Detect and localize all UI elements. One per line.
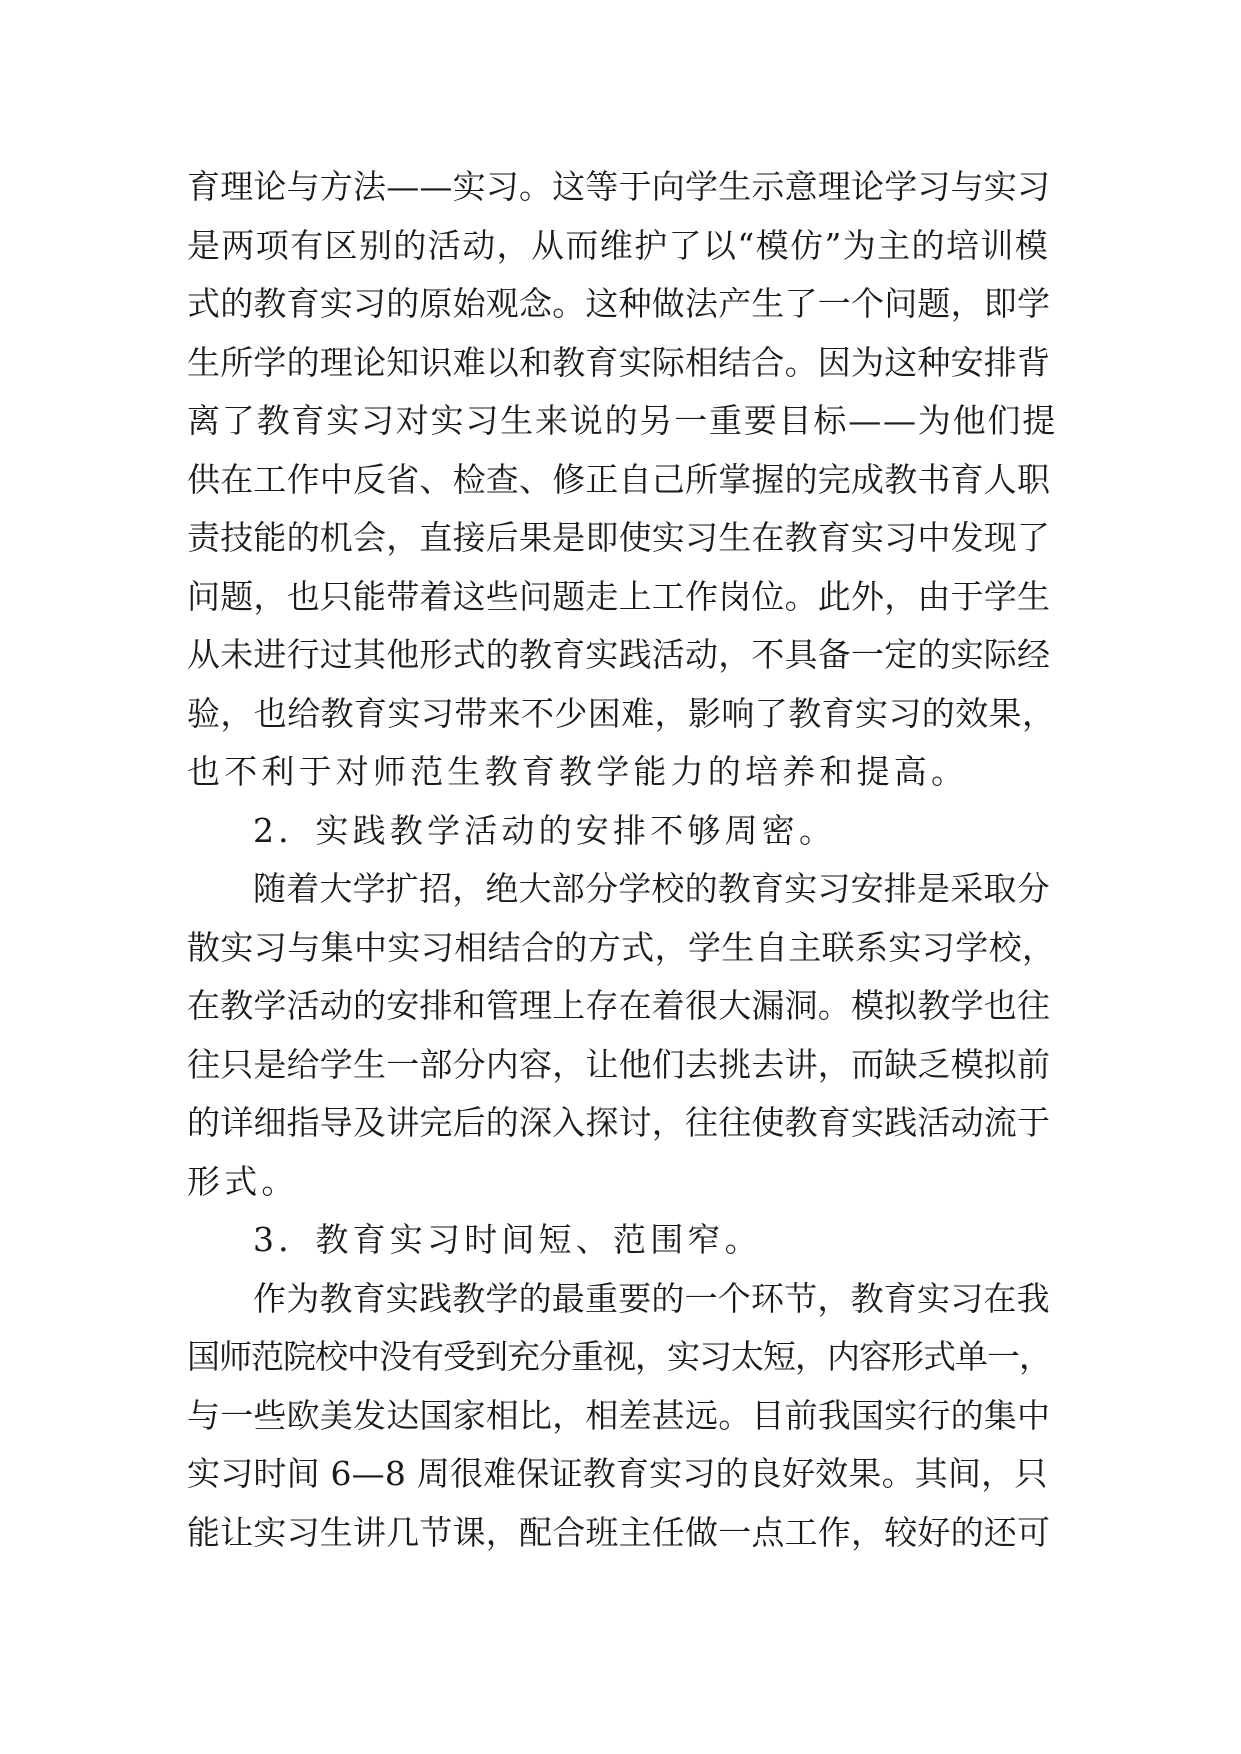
text-line: 也不利于对师范生教育教学能力的培养和提高。	[187, 752, 969, 791]
text-line: 问题，也只能带着这些问题走上工作岗位。此外，由于学生	[187, 576, 1051, 616]
text-line: 的详细指导及讲完后的深入探讨，往往使教育实践活动流于	[187, 1103, 1051, 1142]
text-line: 育理论与方法——实习。这等于向学生示意理论学习与实习	[187, 167, 1051, 206]
text-line: 随着大学扩招，绝大部分学校的教育实习安排是采取分	[253, 869, 1050, 908]
text-line: 国师范院校中没有受到充分重视，实习太短，内容形式单一，	[187, 1337, 1051, 1376]
text-line: 实习时间 6—8 周很难保证教育实习的良好效果。其间，只	[187, 1454, 1048, 1493]
text-line: 作为教育实践教学的最重要的一个环节，教育实习在我	[253, 1278, 1050, 1318]
text-line: 散实习与集中实习相结合的方式，学生自主联系实习学校，	[187, 927, 1056, 967]
text-line: 验，也给教育实习带来不少困难，影响了教育实习的效果，	[187, 693, 1056, 733]
section-heading: 3．教育实习时间短、范围窄。	[253, 1220, 762, 1259]
text-line: 与一些欧美发达国家相比，相差甚远。目前我国实行的集中	[187, 1395, 1051, 1435]
text-line: 能让实习生讲几节课，配合班主任做一点工作，较好的还可	[187, 1512, 1051, 1552]
text-line: 往只是给学生一部分内容，让他们去挑去讲，而缺乏模拟前	[187, 1044, 1051, 1084]
text-line: 在教学活动的安排和管理上存在着很大漏洞。模拟教学也往	[187, 986, 1051, 1025]
text-line: 离了教育实习对实习生来说的另一重要目标——为他们提	[187, 401, 1057, 440]
section-heading: 2．实践教学活动的安排不够周密。	[253, 810, 837, 850]
text-line: 式的教育实习的原始观念。这种做法产生了一个问题，即学	[187, 284, 1051, 323]
body-text	[187, 158, 1057, 1562]
text-line: 生所学的理论知识难以和教育实际相结合。因为这种安排背	[187, 342, 1051, 382]
text-line: 责技能的机会，直接后果是即使实习生在教育实习中发现了	[187, 518, 1051, 557]
text-line: 供在工作中反省、检查、修正自己所掌握的完成教书育人职	[187, 459, 1051, 499]
text-line: 形式。	[187, 1161, 299, 1201]
text-line: 从未进行过其他形式的教育实践活动，不具备一定的实际经	[187, 635, 1051, 674]
text-line: 是两项有区别的活动，从而维护了以“模仿”为主的培训模	[187, 225, 1050, 265]
